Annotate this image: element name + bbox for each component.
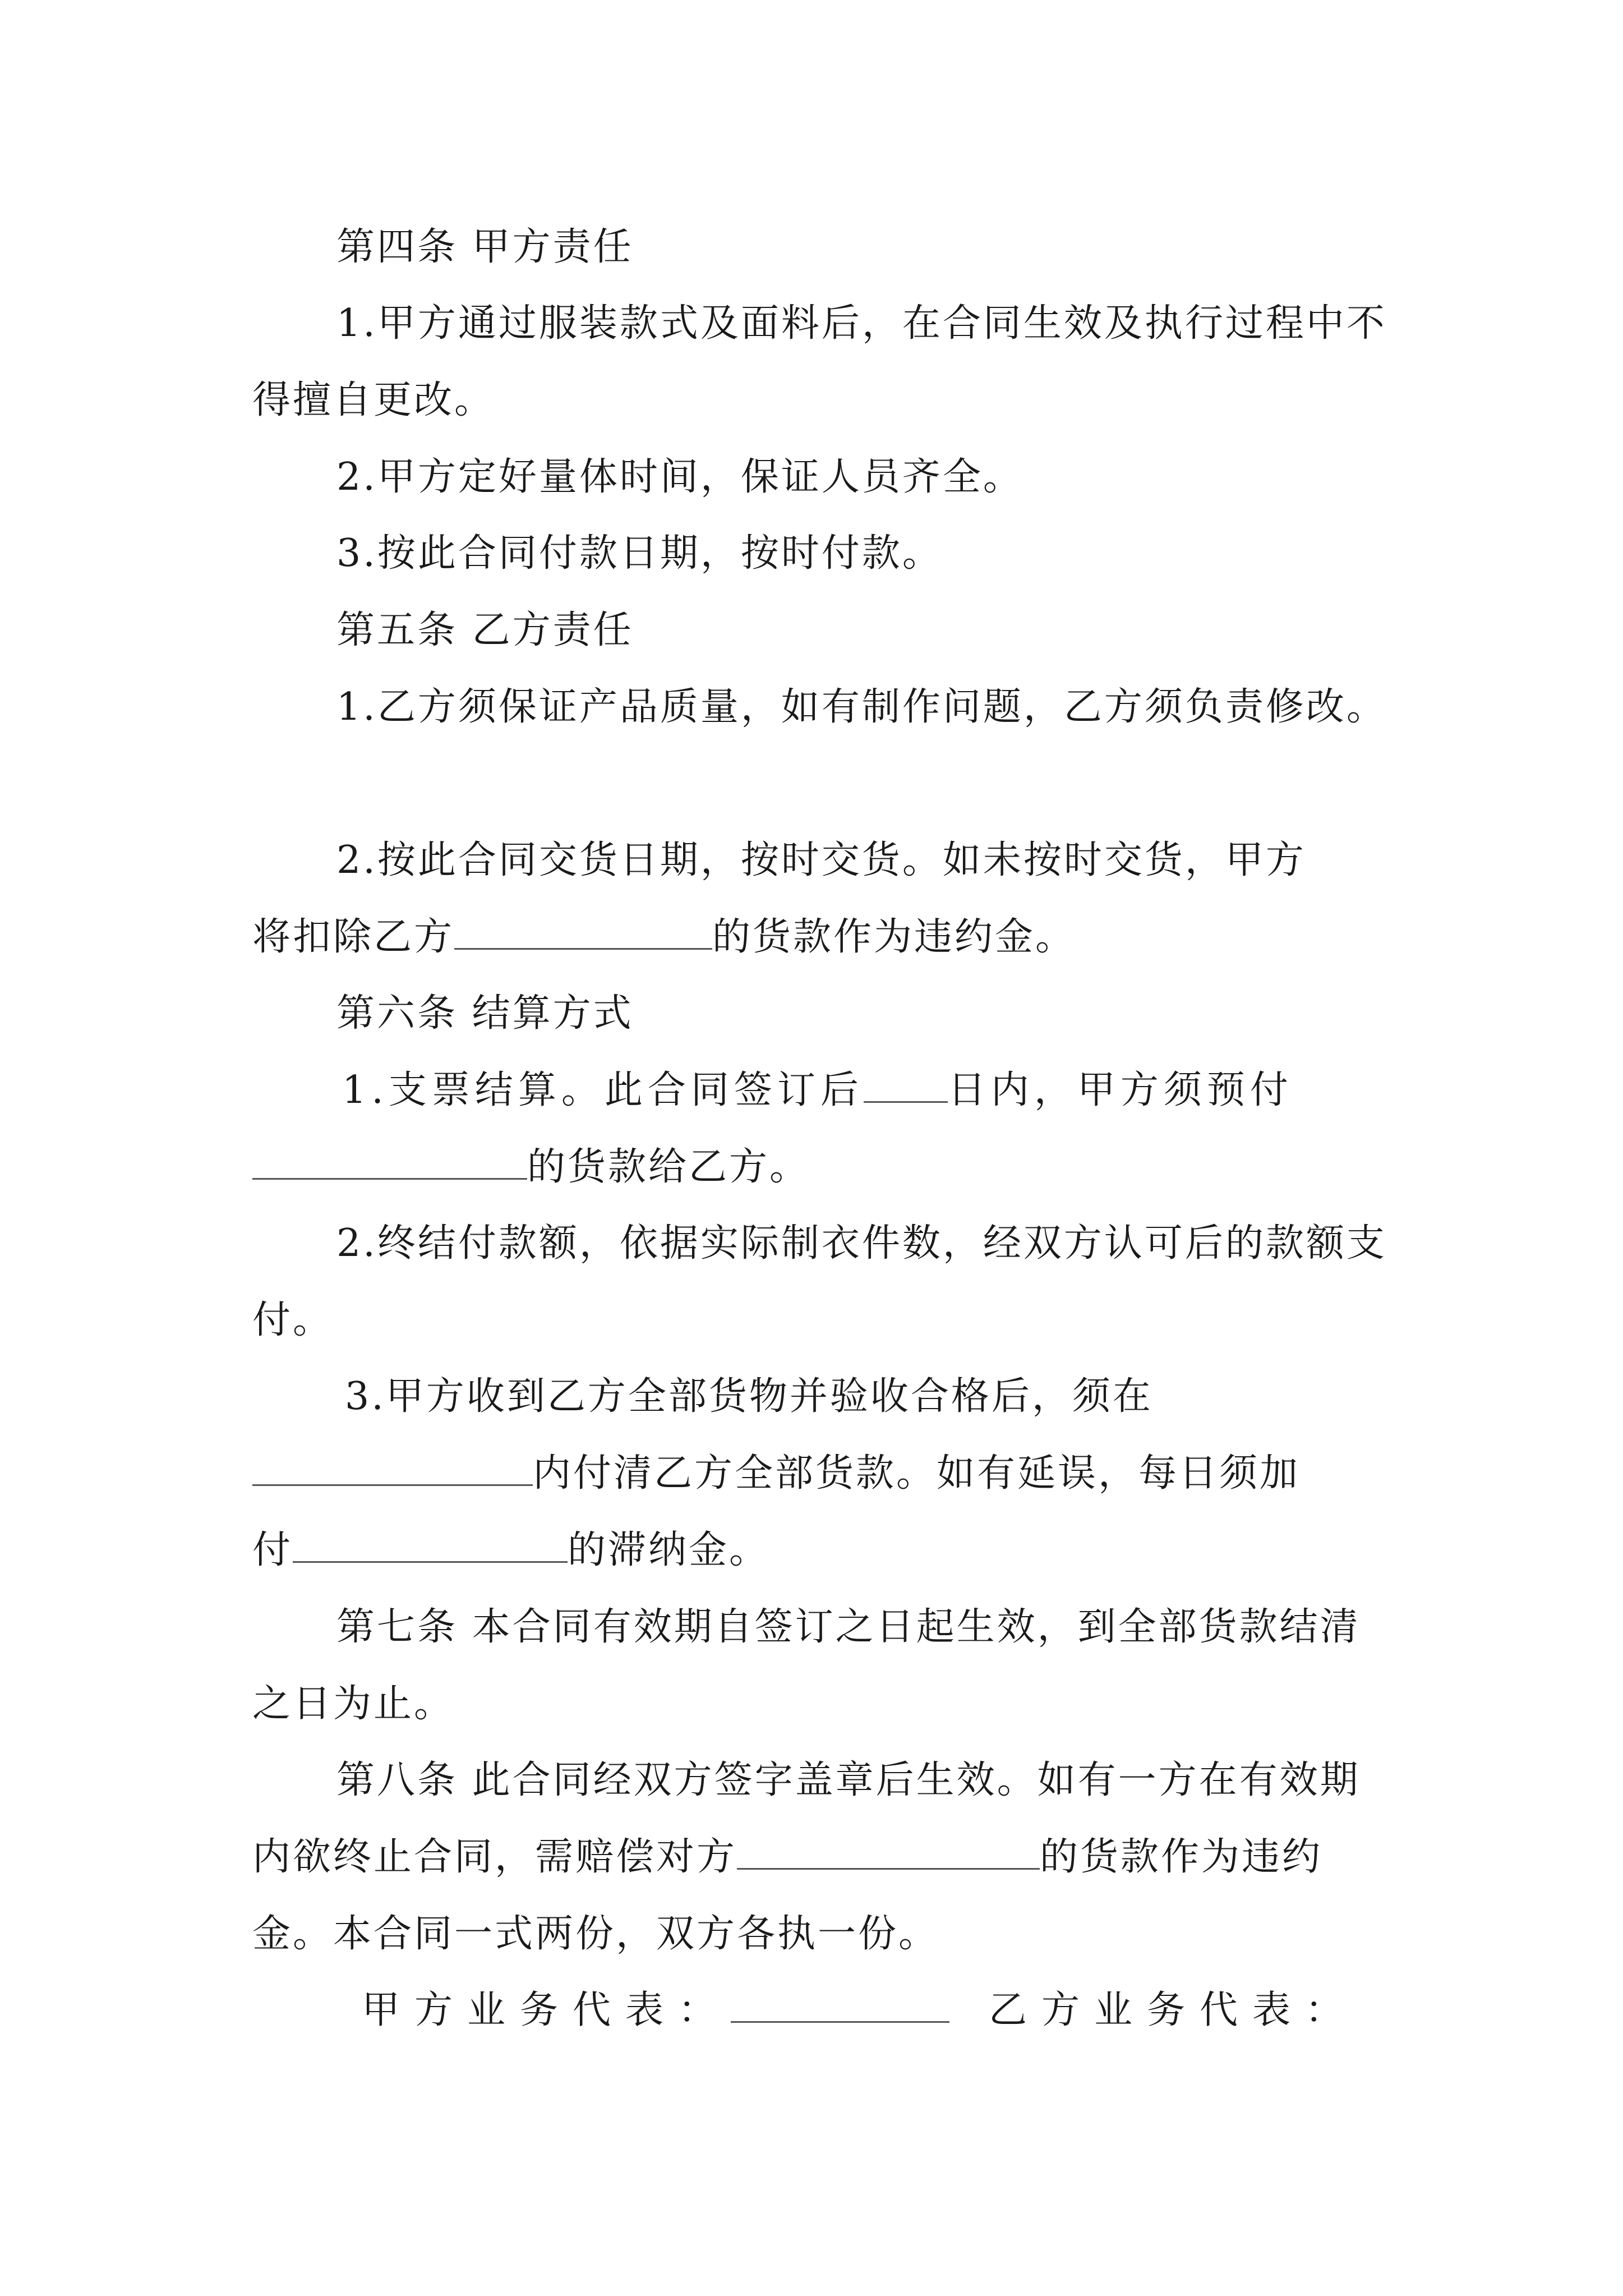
penalty-amount-blank[interactable] [454,914,712,950]
article-5-item-2-prefix: 将扣除乙方 [252,915,455,959]
payment-period-blank[interactable] [252,1451,533,1486]
article-6-item-3-middle: 内付清乙方全部货款。如有延误，每日须加 [533,1451,1301,1496]
article-4-item-3: 3.按此合同付款日期，按时付款。 [336,531,943,576]
article-5-item-2-line-2 [252,899,1391,976]
article-6-item-3-suffix: 的滞纳金。 [568,1528,770,1572]
signature-line [362,1972,1500,2049]
article-6-item-1-prefix: 1.支票结算。此合同签订后 [342,1068,864,1112]
article-5-item-2-line-1: 2.按此合同交货日期，按时交货。如未按时交货，甲方 [336,838,1306,882]
article-8 [252,1742,1391,1972]
article-6-item-3-prefix: 付 [252,1528,293,1572]
article-6-item-3-line-1: 3.甲方收到乙方全部货物并验收合格后，须在 [345,1374,1153,1419]
termination-penalty-blank[interactable] [737,1834,1040,1870]
party-a-signature-blank[interactable] [731,1987,949,2023]
article-6-item-2: 2.终结付款额，依据实际制衣件数，经双方认可后的款额支付。 [252,1221,1387,1342]
article-7: 第七条 本合同有效期自签订之日起生效，到全部货款结清之日为止。 [252,1605,1361,1726]
article-6-item-3-line-2 [252,1435,1391,1512]
party-b-representative-label: 乙方业务代表： [989,1988,1358,2032]
article-4-item-2: 2.甲方定好量体时间，保证人员齐全。 [336,455,1023,499]
prepayment-blank[interactable] [252,1144,527,1180]
article-6-item-3-line-3 [252,1512,1391,1589]
article-5-item-2-suffix: 的货款作为违约金。 [712,915,1076,959]
article-4-heading: 第四条 甲方责任 [336,225,634,269]
late-fee-blank[interactable] [293,1527,568,1563]
article-8-prefix: 第八条 此合同经双方签字盖章后生效。如有一方在有效期内欲终止合同，需赔偿对方 [252,1758,1361,1879]
article-6-item-1-line-2 [252,1129,1391,1205]
article-6-item-1-middle: 日内，甲方须预付 [947,1068,1293,1112]
days-blank[interactable] [864,1068,948,1103]
article-6-item-1-suffix: 的货款给乙方。 [527,1145,810,1189]
article-6-item-1-line-1 [252,1052,1391,1129]
article-8-suffix: 的货款作为违约金。本合同一式两份，双方各执一份。 [252,1835,1323,1956]
party-a-representative-label: 甲方业务代表： [362,1988,731,2032]
article-5-heading: 第五条 乙方责任 [336,608,634,652]
article-5-item-1: 1.乙方须保证产品质量，如有制作问题，乙方须负责修改。 [336,685,1387,729]
article-6-heading: 第六条 结算方式 [336,991,634,1036]
article-4-item-1: 1.甲方通过服装款式及面料后，在合同生效及执行过程中不得擅自更改。 [252,301,1387,422]
